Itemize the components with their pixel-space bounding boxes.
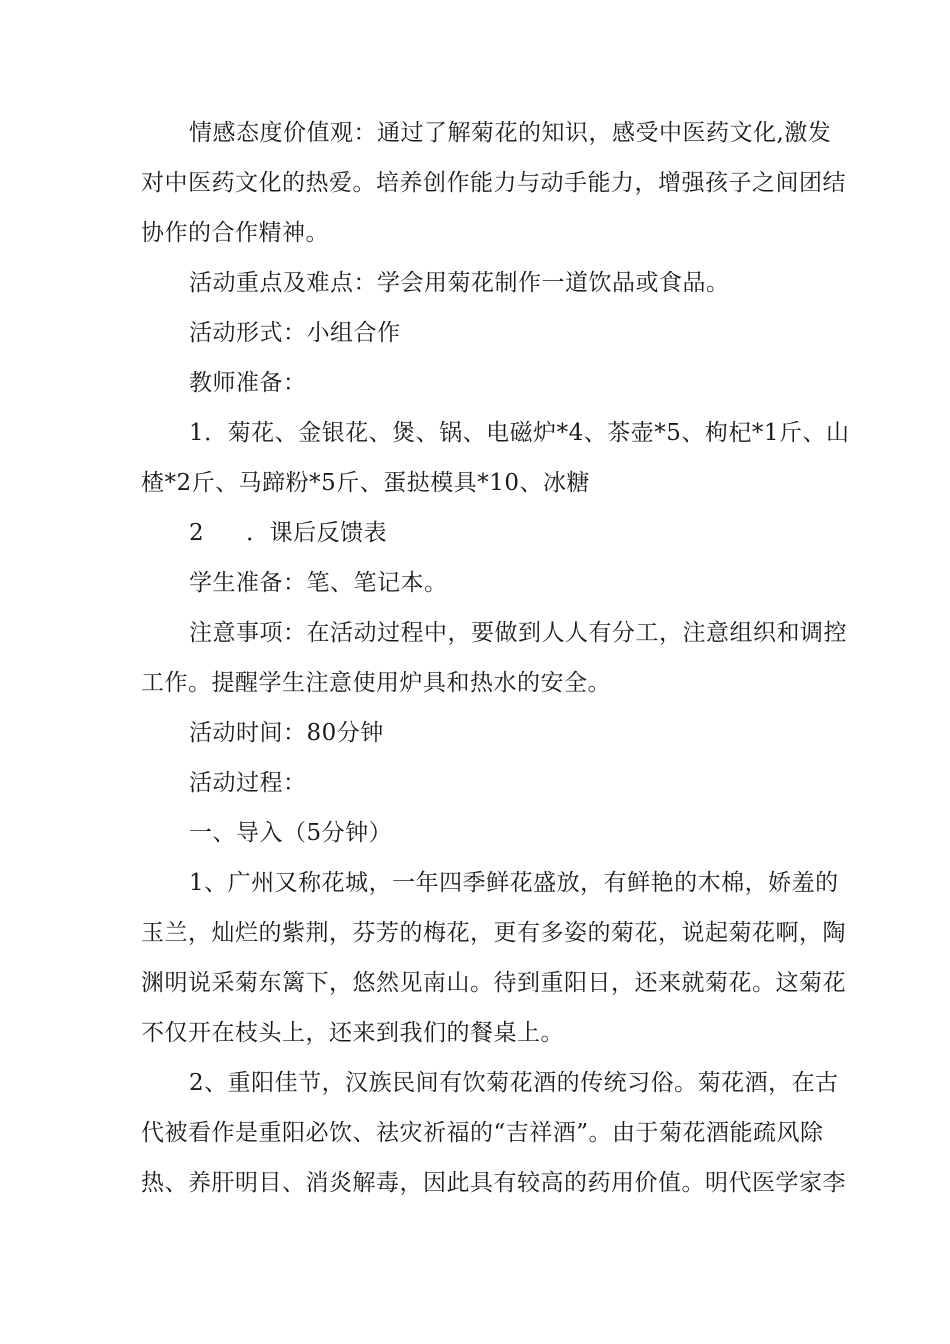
paragraph-notes xyxy=(141,608,847,708)
paragraph-2 xyxy=(141,1058,846,1208)
list-number: 2 xyxy=(189,520,205,546)
text-line: 协作的合作精神。 xyxy=(141,220,329,246)
text-line: 楂*2斤、马蹄粉*5斤、蛋挞模具*10、冰糖 xyxy=(141,470,591,496)
section-heading-intro xyxy=(141,808,815,858)
text-line: 不仅开在枝头上，还来到我们的餐桌上。 xyxy=(141,1020,564,1046)
text-line: 注意事项：在活动过程中，要做到人人有分工，注意组织和调控 xyxy=(189,620,847,646)
paragraph-emotion-goal xyxy=(141,108,846,258)
paragraph-activity-form xyxy=(141,308,815,358)
text-line: 情感态度价值观：通过了解菊花的知识，感受中医药文化,激发 xyxy=(189,120,832,146)
text-line: 工作。提醒学生注意使用炉具和热水的安全。 xyxy=(141,670,611,696)
text-line: 1、广州又称花城，一年四季鲜花盛放，有鲜艳的木棉，娇羞的 xyxy=(189,870,839,896)
text-line: 活动时间：80分钟 xyxy=(189,720,384,746)
list-text: ．课后反馈表 xyxy=(246,520,388,546)
text-line: 一、导入（5分钟） xyxy=(189,820,393,846)
text-line: 学生准备：笔、笔记本。 xyxy=(189,570,448,596)
paragraph-1 xyxy=(141,858,846,1058)
list-item-1 xyxy=(141,408,850,508)
text-line xyxy=(141,508,815,558)
text-line: 2、重阳佳节，汉族民间有饮菊花酒的传统习俗。菊花酒，在古 xyxy=(189,1070,839,1096)
text-line: 活动过程： xyxy=(189,770,307,796)
document-page xyxy=(141,108,850,1208)
paragraph-process xyxy=(141,758,815,808)
text-line: 玉兰，灿烂的紫荆，芬芳的梅花，更有多姿的菊花，说起菊花啊，陶 xyxy=(141,920,846,946)
text-line: 活动重点及难点：学会用菊花制作一道饮品或食品。 xyxy=(189,270,730,296)
text-line: 代被看作是重阳必饮、祛灾祈福的“吉祥酒”。由于菊花酒能疏风除 xyxy=(141,1120,824,1146)
list-item-2 xyxy=(141,508,815,558)
text-line: 教师准备： xyxy=(189,370,307,396)
text-line: 热、养肝明目、消炎解毒，因此具有较高的药用价值。明代医学家李 xyxy=(141,1170,846,1196)
paragraph-teacher-prep xyxy=(141,358,815,408)
paragraph-focus xyxy=(141,258,815,308)
paragraph-student-prep xyxy=(141,558,815,608)
text-line: 活动形式：小组合作 xyxy=(189,320,401,346)
text-line: 渊明说采菊东篱下，悠然见南山。待到重阳日，还来就菊花。这菊花 xyxy=(141,970,846,996)
text-line: 1．菊花、金银花、煲、锅、电磁炉*4、茶壶*5、枸杞*1斤、山 xyxy=(189,420,850,446)
text-line: 对中医药文化的热爱。培养创作能力与动手能力，增强孩子之间团结 xyxy=(141,170,846,196)
paragraph-time xyxy=(141,708,815,758)
